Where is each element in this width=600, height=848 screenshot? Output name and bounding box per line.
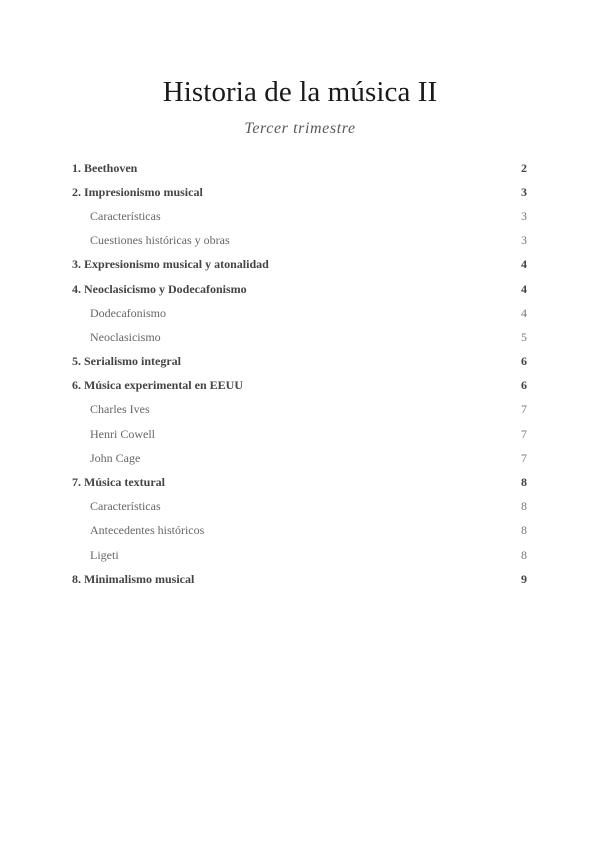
toc-subentry[interactable] [72, 422, 527, 446]
toc-entry-label: 1. Beethoven [72, 160, 138, 175]
toc-entry-label: Charles Ives [90, 402, 150, 417]
toc-page-number: 6 [521, 354, 527, 369]
toc-entry-label: 7. Música textural [72, 475, 165, 490]
toc-page-number: 2 [521, 160, 527, 175]
toc-page-number: 5 [521, 329, 527, 344]
toc-page-number: 7 [521, 450, 527, 465]
page-subtitle: Tercer trimestre [244, 120, 356, 137]
toc-subentry[interactable] [72, 519, 527, 543]
toc-entry[interactable] [72, 277, 527, 301]
toc-page-number: 8 [521, 547, 527, 562]
toc-page-number: 3 [521, 184, 527, 199]
toc-subentry[interactable] [72, 325, 527, 349]
toc-subentry[interactable] [72, 204, 527, 228]
toc-page-number: 4 [521, 305, 527, 320]
toc-page-number: 8 [521, 475, 527, 490]
toc-entry-label: Ligeti [90, 547, 119, 562]
toc-entry[interactable] [72, 374, 527, 398]
page-title: Historia de la música II [162, 76, 438, 108]
toc-page-number: 3 [521, 233, 527, 248]
toc-page-number: 4 [521, 257, 527, 272]
toc-entry-label: 5. Serialismo integral [72, 354, 181, 369]
toc-subentry[interactable] [72, 446, 527, 470]
toc-page-number: 7 [521, 426, 527, 441]
toc-entry[interactable] [72, 470, 527, 494]
toc-entry[interactable] [72, 567, 527, 591]
toc-entry[interactable] [72, 180, 527, 204]
toc-entry-label: 6. Música experimental en EEUU [72, 378, 243, 393]
toc-entry-label: Antecedentes históricos [90, 523, 205, 538]
toc-page-number: 4 [521, 281, 527, 296]
toc-subentry[interactable] [72, 543, 527, 567]
toc-entry-label: Características [90, 208, 161, 223]
toc-subentry[interactable] [72, 301, 527, 325]
toc-page-number: 7 [521, 402, 527, 417]
toc-entry-label: Dodecafonismo [90, 305, 166, 320]
toc-entry-label: Neoclasicismo [90, 329, 161, 344]
toc-entry-label: Características [90, 499, 161, 514]
table-of-contents [72, 156, 527, 591]
toc-entry-label: John Cage [90, 450, 141, 465]
toc-entry-label: 4. Neoclasicismo y Dodecafonismo [72, 281, 247, 296]
toc-entry-label: 2. Impresionismo musical [72, 184, 203, 199]
toc-subentry[interactable] [72, 229, 527, 253]
toc-entry[interactable] [72, 156, 527, 180]
toc-entry-label: Cuestiones históricas y obras [90, 233, 230, 248]
toc-page-number: 3 [521, 208, 527, 223]
toc-page-number: 8 [521, 523, 527, 538]
toc-entry-label: Henri Cowell [90, 426, 155, 441]
toc-entry-label: 8. Minimalismo musical [72, 571, 195, 586]
toc-subentry[interactable] [72, 495, 527, 519]
toc-entry[interactable] [72, 253, 527, 277]
toc-entry[interactable] [72, 350, 527, 374]
toc-page-number: 6 [521, 378, 527, 393]
toc-subentry[interactable] [72, 398, 527, 422]
toc-page-number: 9 [521, 571, 527, 586]
toc-entry-label: 3. Expresionismo musical y atonalidad [72, 257, 269, 272]
toc-page-number: 8 [521, 499, 527, 514]
